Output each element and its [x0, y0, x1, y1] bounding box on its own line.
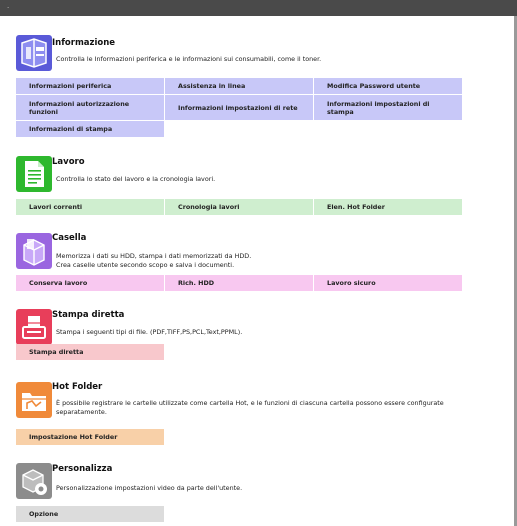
link-modifica-password-utente[interactable] [314, 78, 462, 94]
link-assistenza-in-linea[interactable] [165, 78, 313, 94]
link-label: Conserva lavoro [29, 279, 88, 287]
info-icon [16, 35, 52, 71]
link-label: Impostazione Hot Folder [29, 433, 118, 441]
link-label: Informazioni impostazioni di rete [178, 103, 298, 112]
link-stampa-diretta[interactable] [16, 344, 164, 360]
section-title-informazione: Informazione [52, 38, 116, 48]
link-label: Informazioni autorizzazione funzioni [29, 99, 130, 116]
link-elen-hot-folder[interactable] [314, 199, 462, 215]
section-desc-casella [56, 252, 496, 270]
section-title-lavoro: Lavoro [52, 157, 85, 167]
section-title-hot-folder: Hot Folder [52, 382, 103, 392]
window-title: . [7, 2, 10, 10]
link-lavori-correnti[interactable] [16, 199, 164, 215]
link-impostazione-hot-folder[interactable] [16, 429, 164, 445]
section-title-stampa-diretta: Stampa diretta [52, 310, 125, 320]
link-opzione[interactable] [16, 506, 164, 522]
link-label: Opzione [29, 510, 59, 518]
link-label: Elen. Hot Folder [327, 203, 385, 211]
link-label: Informazioni di stampa [29, 125, 113, 133]
section-desc-line: Crea caselle utente secondo scopo e salva i documenti. [56, 261, 235, 269]
link-informazioni-di-stampa[interactable] [16, 121, 164, 137]
link-cronologia-lavori[interactable] [165, 199, 313, 215]
link-informazioni-impostazioni-stampa[interactable] [314, 95, 462, 120]
link-lavoro-sicuro[interactable] [314, 275, 462, 291]
link-label: Assistenza in linea [178, 82, 246, 90]
section-desc-lavoro: Controlla lo stato del lavoro e la cronologia lavori. [56, 175, 216, 183]
link-label: Cronologia lavori [178, 203, 240, 211]
link-informazioni-autorizzazione-funzioni[interactable] [16, 95, 164, 120]
section-desc-hot-folder: È possibile registrare le cartelle utilizzate come cartella Hot, e le funzioni di ciascuna cartella possono essere configurate separatamente. [56, 399, 444, 416]
link-informazioni-periferica[interactable] [16, 78, 164, 94]
link-conserva-lavoro[interactable] [16, 275, 164, 291]
section-desc-line: Memorizza i dati su HDD, stampa i dati memorizzati da HDD. [56, 252, 252, 260]
job-document-icon [16, 156, 52, 192]
link-label: Modifica Password utente [327, 82, 421, 90]
direct-print-icon [16, 309, 52, 345]
link-label: Rich. HDD [178, 279, 215, 287]
link-label: Informazioni impostazioni di stampa [327, 99, 430, 116]
link-label: Lavoro sicuro [327, 279, 376, 287]
hot-folder-icon [16, 382, 52, 418]
section-title-personalizza: Personalizza [52, 464, 113, 474]
section-title-casella: Casella [52, 233, 87, 243]
customize-gear-icon [16, 463, 52, 499]
link-informazioni-impostazioni-rete[interactable] [165, 95, 313, 120]
section-desc-personalizza: Personalizzazione impostazioni video da parte dell'utente. [56, 484, 243, 492]
section-desc-stampa-diretta: Stampa i seguenti tipi di file. (PDF,TIFF,PS,PCL,Text,PPML). [56, 328, 243, 336]
link-rich-hdd[interactable] [165, 275, 313, 291]
link-label: Lavori correnti [29, 203, 83, 211]
box-chair-icon [16, 233, 52, 269]
link-label: Informazioni periferica [29, 82, 112, 90]
link-label: Stampa diretta [29, 348, 84, 356]
section-desc-informazione: Controlla le Informazioni periferica e le informazioni sui consumabili, come il toner. [56, 55, 322, 63]
window-title-bar [0, 0, 517, 16]
